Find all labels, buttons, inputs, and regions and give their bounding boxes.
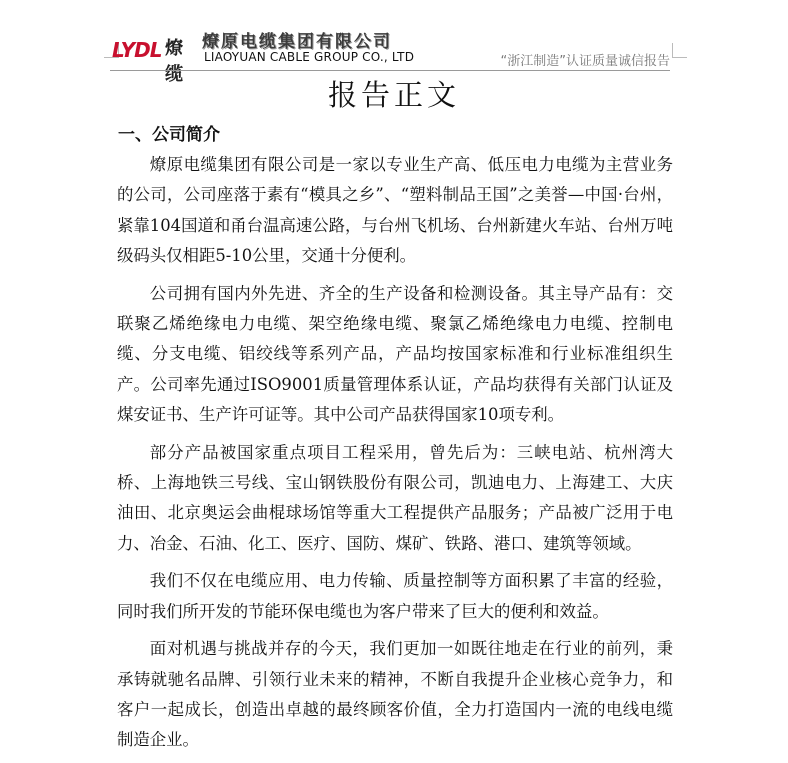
paragraph: 面对机遇与挑战并存的今天，我们更加一如既往地走在行业的前列，秉承铸就驰名品牌、引领行业未来的精神，不断自我提升企业核心竞争力，和客户一起成长，创造出卓越的最终顾客价值，全力打造国内一流的电线电缆制造企业。	[117, 639, 673, 750]
page-header	[110, 26, 670, 85]
paragraph: 公司拥有国内外先进、齐全的生产设备和检测设备。其主导产品有：交联聚乙烯绝缘电力电缆、架空绝缘电缆、聚氯乙烯绝缘电力电缆、控制电缆、分支电缆、铝绞线等系列产品，产品均按国家标准和行业标准组织生产。公司率先通过ISO9001质量管理体系认证，产品均获得有关部门认证及煤安证书、生产许可证等。其中公司产品获得国家10项专利。	[117, 283, 673, 425]
paragraph: 部分产品被国家重点项目工程采用，曾先后为：三峡电站、杭州湾大桥、上海地铁三号线、宝山钢铁股份有限公司，凯迪电力、上海建工、大庆油田、北京奥运会曲棍球场馆等重大工程提供产品服务；产品被广泛用于电力、冶金、石油、化工、医疗、国防、煤矿、铁路、港口、建筑等领域。	[117, 442, 673, 553]
document-body	[117, 150, 673, 763]
logo-monogram: LYDL	[112, 38, 162, 62]
document-title: 报告正文	[327, 78, 460, 112]
logo-mark: 燎缆	[165, 38, 183, 85]
section-heading: 一、公司简介	[118, 125, 220, 145]
report-tagline: “浙江制造”认证质量诚信报告	[500, 54, 670, 69]
paragraph: 燎原电缆集团有限公司是一家以专业生产高、低压电力电缆为主营业务的公司，公司座落于素有“模具之乡”、“塑料制品王国”之美誉—中国·台州，紧靠104国道和甬台温高速公路，与台州飞机场、台州新建火车站、台州万吨级码头仅相距5-10公里，交通十分便利。	[117, 155, 673, 266]
header-divider	[110, 70, 670, 71]
company-name-en: LIAOYUAN CABLE GROUP CO., LTD	[204, 50, 415, 64]
paragraph: 我们不仅在电缆应用、电力传输、质量控制等方面积累了丰富的经验，同时我们所开发的节能环保电缆也为客户带来了巨大的便利和效益。	[117, 571, 673, 621]
page-margin-mark-right	[672, 43, 687, 58]
company-name-cn: 燎原电缆集团有限公司	[202, 32, 392, 52]
company-logo	[110, 28, 190, 85]
